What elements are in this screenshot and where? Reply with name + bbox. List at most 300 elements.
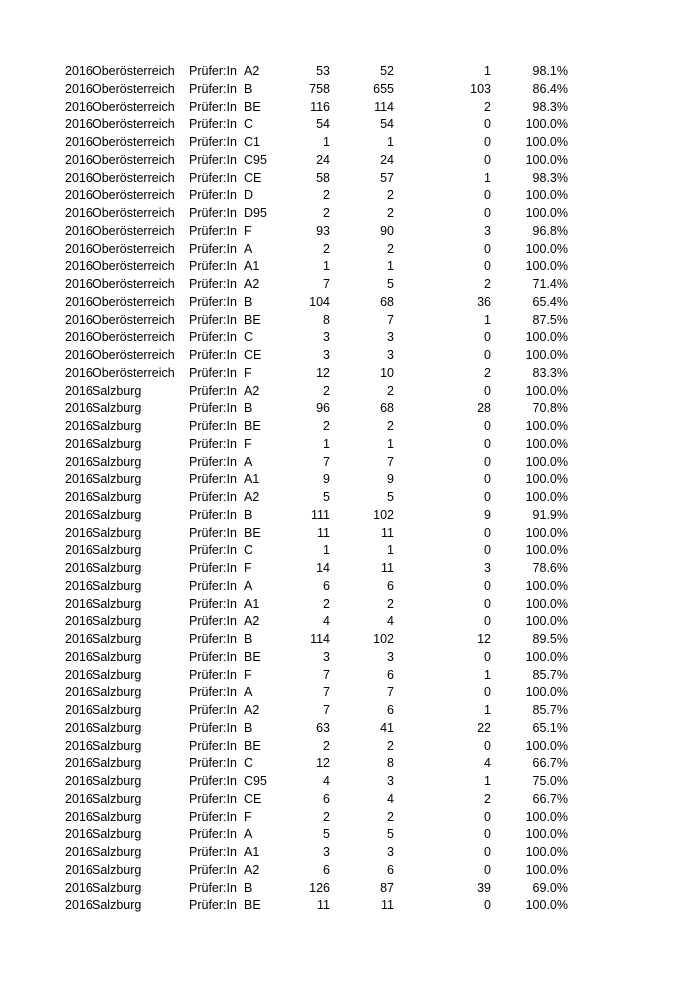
pass-rate-cell: 100.0%: [525, 348, 568, 362]
table-row: [0, 276, 700, 294]
license-class-cell: BE: [244, 419, 261, 433]
total-count-cell: 63: [316, 720, 330, 735]
role-cell: Prüfer:In: [189, 117, 237, 132]
role-cell: Prüfer:In: [189, 578, 237, 593]
total-count-cell: 58: [316, 170, 330, 185]
region-cell: Salzburg: [92, 720, 142, 735]
license-class-cell: A: [244, 454, 253, 469]
year-cell: 2016: [65, 862, 93, 877]
year-cell: 2016: [65, 774, 93, 788]
failed-count-cell: 0: [484, 738, 491, 753]
passed-count-cell: 3: [387, 845, 394, 859]
table-row: [0, 99, 700, 117]
pass-rate-cell: 100.0%: [525, 188, 568, 203]
table-row: [0, 560, 700, 578]
license-class-cell: A: [244, 578, 253, 593]
table-row: [0, 631, 700, 649]
license-class-cell: A1: [244, 845, 260, 859]
pass-rate-cell: 100.0%: [525, 330, 568, 345]
failed-count-cell: 0: [484, 436, 491, 451]
role-cell: Prüfer:In: [189, 756, 237, 771]
failed-count-cell: 0: [484, 543, 491, 558]
passed-count-cell: 90: [380, 223, 394, 238]
total-count-cell: 12: [316, 756, 330, 771]
year-cell: 2016: [65, 454, 93, 469]
table-row: [0, 702, 700, 720]
year-cell: 2016: [65, 596, 93, 611]
passed-count-cell: 1: [387, 259, 394, 274]
table-row: [0, 187, 700, 205]
license-class-cell: B: [244, 880, 253, 895]
failed-count-cell: 1: [484, 774, 491, 788]
license-class-cell: B: [244, 401, 253, 416]
license-class-cell: C: [244, 543, 254, 558]
table-row: [0, 383, 700, 401]
year-cell: 2016: [65, 135, 93, 149]
role-cell: Prüfer:In: [189, 330, 237, 345]
failed-count-cell: 2: [484, 791, 491, 806]
year-cell: 2016: [65, 490, 93, 504]
passed-count-cell: 11: [381, 898, 394, 913]
passed-count-cell: 41: [380, 720, 394, 735]
license-class-cell: B: [244, 294, 253, 309]
pass-rate-cell: 100.0%: [525, 649, 568, 664]
year-cell: 2016: [65, 614, 93, 629]
pass-rate-cell: 100.0%: [525, 898, 568, 913]
year-cell: 2016: [65, 223, 93, 238]
failed-count-cell: 0: [484, 348, 491, 362]
license-class-cell: A1: [244, 596, 260, 611]
pass-rate-cell: 98.3%: [532, 170, 568, 185]
region-cell: Salzburg: [92, 809, 142, 824]
total-count-cell: 2: [323, 383, 330, 398]
passed-count-cell: 2: [387, 596, 394, 611]
total-count-cell: 53: [316, 64, 330, 78]
pass-rate-cell: 66.7%: [532, 756, 568, 771]
failed-count-cell: 0: [484, 206, 491, 220]
pass-rate-cell: 100.0%: [525, 241, 568, 256]
license-class-cell: D: [244, 188, 254, 203]
license-class-cell: A2: [244, 383, 260, 398]
role-cell: Prüfer:In: [189, 188, 237, 203]
total-count-cell: 2: [323, 241, 330, 256]
role-cell: Prüfer:In: [189, 312, 237, 327]
region-cell: Salzburg: [92, 543, 142, 558]
license-class-cell: A1: [244, 472, 260, 487]
year-cell: 2016: [65, 170, 93, 185]
table-row: [0, 791, 700, 809]
pass-rate-cell: 70.8%: [532, 401, 568, 416]
license-class-cell: F: [244, 809, 252, 824]
region-cell: Oberösterreich: [92, 64, 175, 78]
year-cell: 2016: [65, 383, 93, 398]
role-cell: Prüfer:In: [189, 561, 237, 575]
region-cell: Oberösterreich: [92, 223, 175, 238]
region-cell: Salzburg: [92, 596, 142, 611]
passed-count-cell: 7: [387, 454, 394, 469]
failed-count-cell: 0: [484, 809, 491, 824]
pass-rate-cell: 100.0%: [525, 117, 568, 132]
pass-rate-cell: 65.4%: [532, 294, 568, 309]
role-cell: Prüfer:In: [189, 365, 237, 380]
year-cell: 2016: [65, 632, 93, 646]
table-row: [0, 63, 700, 81]
total-count-cell: 5: [323, 490, 330, 504]
failed-count-cell: 0: [484, 454, 491, 469]
failed-count-cell: 0: [484, 898, 491, 913]
license-class-cell: A2: [244, 862, 260, 877]
year-cell: 2016: [65, 401, 93, 416]
failed-count-cell: 36: [477, 294, 491, 309]
license-class-cell: B: [244, 507, 253, 522]
role-cell: Prüfer:In: [189, 845, 237, 859]
failed-count-cell: 39: [477, 880, 491, 895]
pass-rate-cell: 100.0%: [525, 845, 568, 859]
failed-count-cell: 1: [484, 170, 491, 185]
pass-rate-cell: 86.4%: [532, 81, 568, 96]
total-count-cell: 8: [323, 312, 330, 327]
role-cell: Prüfer:In: [189, 277, 237, 291]
region-cell: Oberösterreich: [92, 294, 175, 309]
total-count-cell: 3: [323, 845, 330, 859]
region-cell: Salzburg: [92, 507, 142, 522]
passed-count-cell: 87: [380, 880, 394, 895]
failed-count-cell: 9: [484, 507, 491, 522]
total-count-cell: 126: [309, 880, 330, 895]
region-cell: Oberösterreich: [92, 188, 175, 203]
table-row: [0, 649, 700, 667]
license-class-cell: A: [244, 827, 253, 842]
role-cell: Prüfer:In: [189, 685, 237, 700]
total-count-cell: 7: [323, 277, 330, 291]
passed-count-cell: 8: [387, 756, 394, 771]
total-count-cell: 2: [323, 738, 330, 753]
license-class-cell: BE: [244, 898, 261, 913]
failed-count-cell: 0: [484, 862, 491, 877]
passed-count-cell: 2: [387, 188, 394, 203]
pass-rate-cell: 66.7%: [532, 791, 568, 806]
table-row: [0, 329, 700, 347]
role-cell: Prüfer:In: [189, 401, 237, 416]
region-cell: Salzburg: [92, 454, 142, 469]
year-cell: 2016: [65, 277, 93, 291]
passed-count-cell: 9: [387, 472, 394, 487]
region-cell: Salzburg: [92, 845, 142, 859]
pass-rate-cell: 100.0%: [525, 862, 568, 877]
passed-count-cell: 5: [387, 277, 394, 291]
pass-rate-cell: 100.0%: [525, 578, 568, 593]
license-class-cell: BE: [244, 312, 261, 327]
role-cell: Prüfer:In: [189, 525, 237, 540]
table-row: [0, 844, 700, 862]
role-cell: Prüfer:In: [189, 507, 237, 522]
region-cell: Salzburg: [92, 419, 142, 433]
failed-count-cell: 0: [484, 845, 491, 859]
region-cell: Salzburg: [92, 667, 142, 682]
license-class-cell: BE: [244, 99, 261, 114]
failed-count-cell: 3: [484, 561, 491, 575]
table-row: [0, 134, 700, 152]
region-cell: Oberösterreich: [92, 206, 175, 220]
total-count-cell: 6: [323, 862, 330, 877]
region-cell: Salzburg: [92, 738, 142, 753]
license-class-cell: A1: [244, 259, 260, 274]
pass-rate-cell: 98.3%: [532, 99, 568, 114]
failed-count-cell: 0: [484, 685, 491, 700]
failed-count-cell: 0: [484, 525, 491, 540]
pass-rate-cell: 100.0%: [525, 827, 568, 842]
passed-count-cell: 1: [387, 135, 394, 149]
role-cell: Prüfer:In: [189, 419, 237, 433]
total-count-cell: 3: [323, 330, 330, 345]
region-cell: Salzburg: [92, 561, 142, 575]
failed-count-cell: 0: [484, 578, 491, 593]
year-cell: 2016: [65, 241, 93, 256]
pass-rate-cell: 69.0%: [532, 880, 568, 895]
role-cell: Prüfer:In: [189, 99, 237, 114]
total-count-cell: 2: [323, 809, 330, 824]
failed-count-cell: 3: [484, 223, 491, 238]
total-count-cell: 7: [323, 454, 330, 469]
year-cell: 2016: [65, 703, 93, 717]
pass-rate-cell: 96.8%: [532, 223, 568, 238]
failed-count-cell: 0: [484, 614, 491, 629]
year-cell: 2016: [65, 294, 93, 309]
license-class-cell: F: [244, 667, 252, 682]
region-cell: Oberösterreich: [92, 99, 175, 114]
passed-count-cell: 102: [373, 507, 394, 522]
region-cell: Salzburg: [92, 880, 142, 895]
license-class-cell: A: [244, 685, 253, 700]
license-class-cell: D95: [244, 206, 267, 220]
total-count-cell: 2: [323, 419, 330, 433]
license-class-cell: CE: [244, 348, 262, 362]
table-row: [0, 489, 700, 507]
passed-count-cell: 54: [380, 117, 394, 132]
table-row: [0, 862, 700, 880]
total-count-cell: 12: [316, 365, 330, 380]
total-count-cell: 3: [323, 348, 330, 362]
table-row: [0, 205, 700, 223]
table-row: [0, 365, 700, 383]
pass-rate-cell: 78.6%: [532, 561, 568, 575]
pass-rate-cell: 100.0%: [525, 543, 568, 558]
region-cell: Salzburg: [92, 490, 142, 504]
passed-count-cell: 6: [387, 862, 394, 877]
license-class-cell: C: [244, 756, 254, 771]
role-cell: Prüfer:In: [189, 738, 237, 753]
total-count-cell: 1: [323, 259, 330, 274]
region-cell: Salzburg: [92, 827, 142, 842]
role-cell: Prüfer:In: [189, 774, 237, 788]
total-count-cell: 1: [323, 135, 330, 149]
table-row: [0, 312, 700, 330]
total-count-cell: 9: [323, 472, 330, 487]
total-count-cell: 1: [323, 543, 330, 558]
failed-count-cell: 2: [484, 365, 491, 380]
failed-count-cell: 0: [484, 259, 491, 274]
region-cell: Oberösterreich: [92, 365, 175, 380]
year-cell: 2016: [65, 845, 93, 859]
region-cell: Oberösterreich: [92, 152, 175, 167]
region-cell: Oberösterreich: [92, 81, 175, 96]
role-cell: Prüfer:In: [189, 294, 237, 309]
year-cell: 2016: [65, 419, 93, 433]
region-cell: Salzburg: [92, 862, 142, 877]
region-cell: Salzburg: [92, 774, 142, 788]
region-cell: Salzburg: [92, 614, 142, 629]
passed-count-cell: 1: [387, 436, 394, 451]
region-cell: Oberösterreich: [92, 117, 175, 132]
failed-count-cell: 0: [484, 383, 491, 398]
passed-count-cell: 7: [387, 685, 394, 700]
total-count-cell: 93: [316, 223, 330, 238]
year-cell: 2016: [65, 809, 93, 824]
passed-count-cell: 2: [387, 419, 394, 433]
table-row: [0, 471, 700, 489]
total-count-cell: 5: [323, 827, 330, 842]
license-class-cell: A2: [244, 277, 260, 291]
table-row: [0, 258, 700, 276]
data-table: [0, 63, 700, 915]
role-cell: Prüfer:In: [189, 543, 237, 558]
table-row: [0, 170, 700, 188]
total-count-cell: 4: [323, 614, 330, 629]
total-count-cell: 111: [310, 507, 330, 522]
table-row: [0, 578, 700, 596]
table-row: [0, 418, 700, 436]
pass-rate-cell: 85.7%: [532, 703, 568, 717]
passed-count-cell: 6: [387, 578, 394, 593]
pass-rate-cell: 100.0%: [525, 454, 568, 469]
table-row: [0, 613, 700, 631]
year-cell: 2016: [65, 791, 93, 806]
region-cell: Oberösterreich: [92, 170, 175, 185]
table-row: [0, 223, 700, 241]
passed-count-cell: 3: [387, 330, 394, 345]
passed-count-cell: 10: [380, 365, 394, 380]
pass-rate-cell: 100.0%: [525, 685, 568, 700]
pass-rate-cell: 100.0%: [525, 738, 568, 753]
table-row: [0, 684, 700, 702]
total-count-cell: 14: [316, 561, 330, 575]
region-cell: Oberösterreich: [92, 277, 175, 291]
total-count-cell: 7: [323, 685, 330, 700]
year-cell: 2016: [65, 685, 93, 700]
license-class-cell: A: [244, 241, 253, 256]
role-cell: Prüfer:In: [189, 614, 237, 629]
failed-count-cell: 0: [484, 117, 491, 132]
pass-rate-cell: 100.0%: [525, 614, 568, 629]
year-cell: 2016: [65, 99, 93, 114]
passed-count-cell: 655: [373, 81, 394, 96]
role-cell: Prüfer:In: [189, 170, 237, 185]
table-row: [0, 454, 700, 472]
failed-count-cell: 1: [484, 312, 491, 327]
role-cell: Prüfer:In: [189, 348, 237, 362]
region-cell: Salzburg: [92, 703, 142, 717]
failed-count-cell: 103: [470, 81, 491, 96]
role-cell: Prüfer:In: [189, 827, 237, 842]
pass-rate-cell: 100.0%: [525, 596, 568, 611]
year-cell: 2016: [65, 312, 93, 327]
year-cell: 2016: [65, 667, 93, 682]
year-cell: 2016: [65, 152, 93, 167]
license-class-cell: A2: [244, 614, 260, 629]
total-count-cell: 96: [316, 401, 330, 416]
role-cell: Prüfer:In: [189, 223, 237, 238]
table-row: [0, 826, 700, 844]
failed-count-cell: 0: [484, 490, 491, 504]
role-cell: Prüfer:In: [189, 64, 237, 78]
region-cell: Oberösterreich: [92, 330, 175, 345]
role-cell: Prüfer:In: [189, 472, 237, 487]
table-row: [0, 81, 700, 99]
passed-count-cell: 5: [387, 827, 394, 842]
total-count-cell: 114: [310, 632, 330, 646]
license-class-cell: C1: [244, 135, 260, 149]
region-cell: Oberösterreich: [92, 241, 175, 256]
passed-count-cell: 11: [381, 525, 394, 540]
total-count-cell: 11: [317, 898, 330, 913]
region-cell: Salzburg: [92, 383, 142, 398]
role-cell: Prüfer:In: [189, 206, 237, 220]
year-cell: 2016: [65, 206, 93, 220]
license-class-cell: CE: [244, 791, 262, 806]
region-cell: Salzburg: [92, 472, 142, 487]
pass-rate-cell: 100.0%: [525, 206, 568, 220]
total-count-cell: 6: [323, 578, 330, 593]
passed-count-cell: 3: [387, 649, 394, 664]
failed-count-cell: 1: [484, 667, 491, 682]
pass-rate-cell: 100.0%: [525, 135, 568, 149]
total-count-cell: 3: [323, 649, 330, 664]
year-cell: 2016: [65, 259, 93, 274]
license-class-cell: BE: [244, 649, 261, 664]
table-row: [0, 738, 700, 756]
passed-count-cell: 2: [387, 206, 394, 220]
pass-rate-cell: 100.0%: [525, 490, 568, 504]
pass-rate-cell: 89.5%: [532, 632, 568, 646]
role-cell: Prüfer:In: [189, 880, 237, 895]
pass-rate-cell: 91.9%: [532, 507, 568, 522]
pass-rate-cell: 71.4%: [532, 277, 568, 291]
table-row: [0, 152, 700, 170]
failed-count-cell: 22: [477, 720, 491, 735]
license-class-cell: F: [244, 561, 252, 575]
year-cell: 2016: [65, 738, 93, 753]
year-cell: 2016: [65, 543, 93, 558]
passed-count-cell: 114: [374, 99, 394, 114]
passed-count-cell: 2: [387, 383, 394, 398]
table-row: [0, 897, 700, 915]
pass-rate-cell: 87.5%: [532, 312, 568, 327]
table-row: [0, 507, 700, 525]
role-cell: Prüfer:In: [189, 454, 237, 469]
failed-count-cell: 1: [484, 64, 491, 78]
region-cell: Salzburg: [92, 649, 142, 664]
table-row: [0, 667, 700, 685]
passed-count-cell: 3: [387, 774, 394, 788]
year-cell: 2016: [65, 578, 93, 593]
failed-count-cell: 0: [484, 827, 491, 842]
table-row: [0, 116, 700, 134]
year-cell: 2016: [65, 649, 93, 664]
year-cell: 2016: [65, 348, 93, 362]
license-class-cell: C: [244, 330, 254, 345]
license-class-cell: CE: [244, 170, 262, 185]
failed-count-cell: 0: [484, 135, 491, 149]
